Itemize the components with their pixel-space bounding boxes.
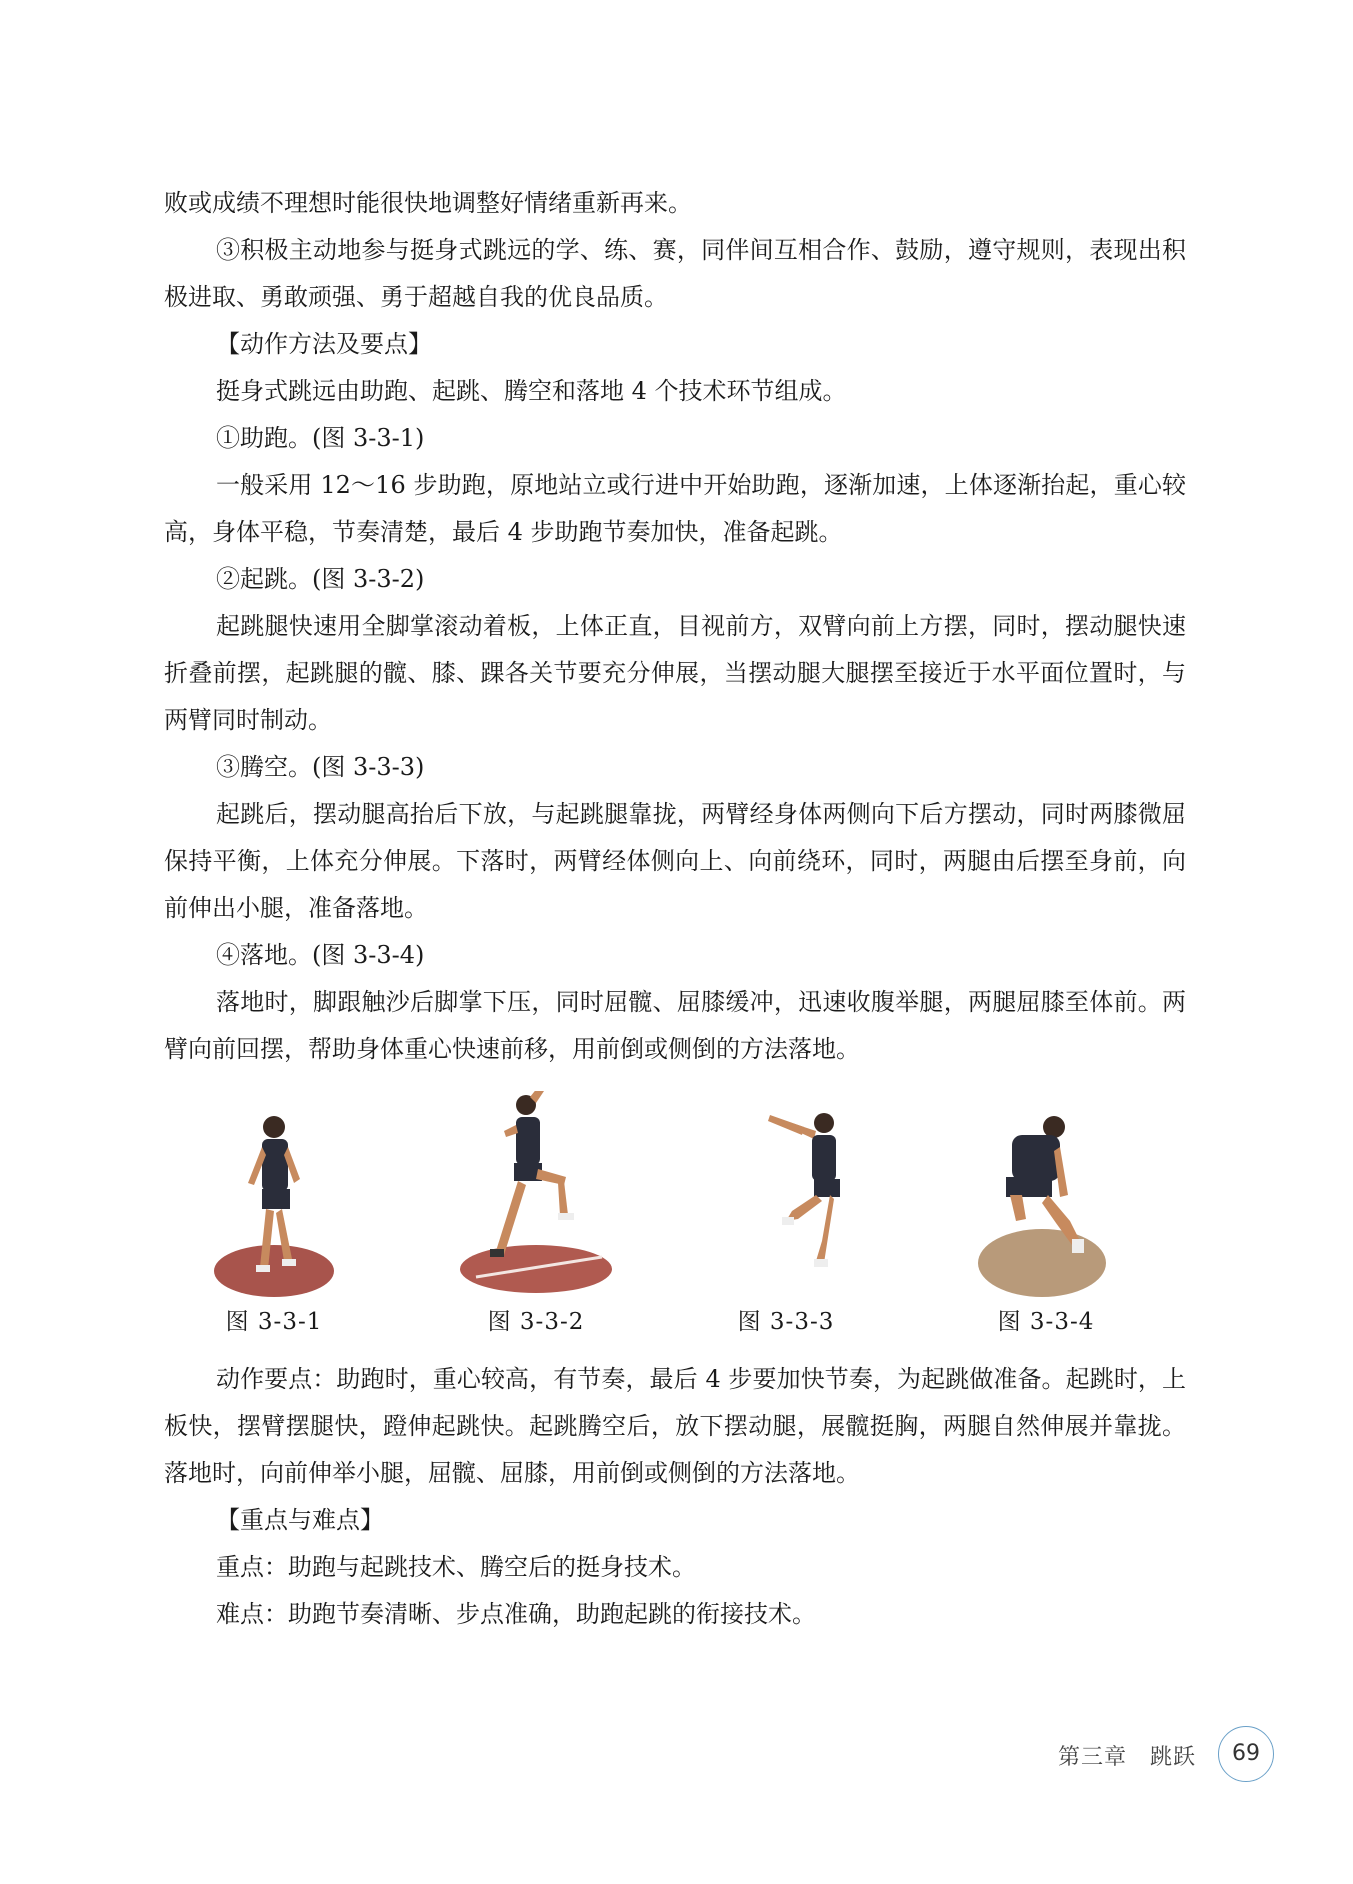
landing-photo <box>936 1091 1156 1301</box>
chapter-label: 第三章 跳跃 <box>1058 1745 1197 1770</box>
subheading-flight: ③腾空。(图 3-3-3) <box>216 753 425 781</box>
flight-photo <box>676 1091 896 1301</box>
paragraph-objective-3: ③积极主动地参与挺身式跳远的学、练、赛，同伴间互相合作、鼓励，遵守规则，表现出积极进取、勇敢顽强、勇于超越自我的优良品质。 <box>164 236 1186 311</box>
figure-row <box>164 1091 1186 1346</box>
section-heading-focus: 【重点与难点】 <box>216 1506 384 1534</box>
section-heading-method: 【动作方法及要点】 <box>216 330 432 358</box>
paragraph-flight: 起跳后，摆动腿高抬后下放，与起跳腿靠拢，两臂经身体两侧向下后方摆动，同时两膝微屈保持平衡，上体充分伸展。下落时，两臂经体侧向上、向前绕环，同时，两腿由后摆至身前，向前伸出小腿，准备落地。 <box>164 800 1186 922</box>
takeoff-photo <box>426 1091 646 1301</box>
page-number: 69 <box>1218 1726 1274 1782</box>
page-content <box>164 180 1186 1638</box>
paragraph-key-points: 动作要点：助跑时，重心较高，有节奏，最后 4 步要加快节奏，为起跳做准备。起跳时，上板快，摆臂摆腿快，蹬伸起跳快。起跳腾空后，放下摆动腿，展髋挺胸，两腿自然伸展并靠拢。落地时，向前伸举小腿，屈髋、屈膝，用前倒或侧倒的方法落地。 <box>164 1365 1186 1487</box>
figure-caption: 图 3-3-3 <box>737 1309 835 1335</box>
paragraph-difficulty: 难点：助跑节奏清晰、步点准确，助跑起跳的衔接技术。 <box>216 1600 816 1628</box>
paragraph-takeoff: 起跳腿快速用全脚掌滚动着板，上体正直，目视前方，双臂向前上方摆，同时，摆动腿快速折叠前摆，起跳腿的髋、膝、踝各关节要充分伸展，当摆动腿大腿摆至接近于水平面位置时，与两臂同时制动。 <box>164 612 1186 734</box>
runner-photo <box>164 1091 384 1301</box>
figure-caption: 图 3-3-2 <box>487 1309 585 1335</box>
figure-flight <box>676 1091 896 1346</box>
paragraph-continued: 败或成绩不理想时能很快地调整好情绪重新再来。 <box>164 189 692 217</box>
figure-landing <box>936 1091 1156 1346</box>
figure-run-up <box>164 1091 384 1346</box>
figure-caption: 图 3-3-4 <box>997 1309 1095 1335</box>
paragraph-intro: 挺身式跳远由助跑、起跳、腾空和落地 4 个技术环节组成。 <box>216 377 847 405</box>
figure-takeoff <box>426 1091 646 1346</box>
subheading-takeoff: ②起跳。(图 3-3-2) <box>216 565 425 593</box>
figure-caption: 图 3-3-1 <box>225 1309 323 1335</box>
paragraph-focus: 重点：助跑与起跳技术、腾空后的挺身技术。 <box>216 1553 696 1581</box>
paragraph-landing: 落地时，脚跟触沙后脚掌下压，同时屈髋、屈膝缓冲，迅速收腹举腿，两腿屈膝至体前。两臂向前回摆，帮助身体重心快速前移，用前倒或侧倒的方法落地。 <box>164 988 1186 1063</box>
subheading-landing: ④落地。(图 3-3-4) <box>216 941 425 969</box>
subheading-run-up: ①助跑。(图 3-3-1) <box>216 424 425 452</box>
paragraph-run-up: 一般采用 12～16 步助跑，原地站立或行进中开始助跑，逐渐加速，上体逐渐抬起，重心较高，身体平稳，节奏清楚，最后 4 步助跑节奏加快，准备起跳。 <box>164 471 1186 546</box>
page-footer <box>1050 1726 1290 1786</box>
